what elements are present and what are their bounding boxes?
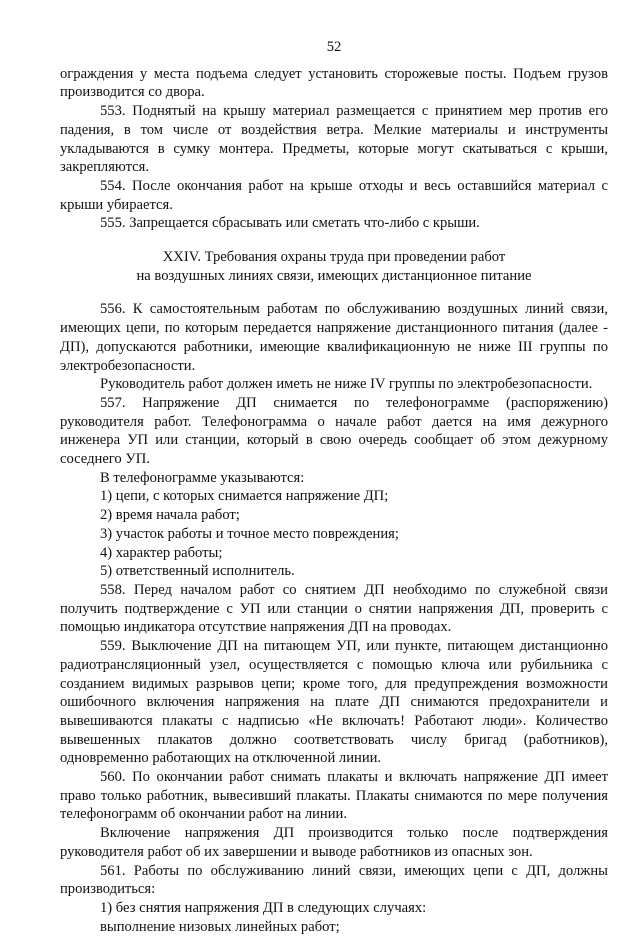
list-item: 1) без снятия напряжения ДП в следующих случаях: [100, 899, 427, 916]
paragraph-557: 557. Напряжение ДП снимается по телефонограмме (распоряжению) руководителя работ. Телефонограмма о начале работ дается на имя дежурного инженера УП или станции, который в свою очередь сообщает об этом дежурному соседнего УП. [60, 394, 608, 468]
paragraph-561: 561. Работы по обслуживанию линий связи, имеющих цепи с ДП, должны производиться: [60, 862, 608, 898]
paragraph-560: 560. По окончании работ снимать плакаты и включать напряжение ДП имеет право только работник, вывесивший плакаты. Плакаты снимаются по мере получения телефонограмм об окончании работ на линии. [60, 769, 608, 823]
list-item: 5) ответственный исполнитель. [100, 563, 295, 580]
section-heading-line-2: на воздушных линиях связи, имеющих дистанционное питание [136, 267, 532, 284]
paragraph-559: 559. Выключение ДП на питающем УП, или пункте, питающем дистанционно радиотрансляционный узел, осуществляется с помощью ключа или рубильника с созданием видимых разрывов цепи; кроме того, для предупреждения возможности ошибочного включения напряжения на плате ДП снимаются предохранители и вывешиваются плакаты с надписью «Не включать! Работают люди». Количество вывешенных плакатов должно соответствовать числу бригад (работников), одновременно работающих на отключенной линии. [60, 638, 608, 767]
list-item: 1) цепи, с которых снимается напряжение ДП; [100, 488, 389, 505]
paragraph-553: 553. Поднятый на крышу материал размещается с принятием мер против его падения, в том числе от воздействия ветра. Мелкие материалы и инструменты укладываются в сумку монтера. Предметы, которые могут скатываться с крыши, закрепляются. [60, 103, 608, 176]
document-page [60, 38, 608, 936]
list-item: 2) время начала работ; [100, 507, 240, 524]
list-item: 3) участок работы и точное место повреждения; [100, 525, 399, 542]
page-number: 52 [326, 39, 342, 55]
paragraph-557-intro: В телефонограмме указываются: [100, 469, 305, 486]
list-item: выполнение низовых линейных работ; [100, 918, 340, 935]
paragraph-560-restore: Включение напряжения ДП производится только после подтверждения руководителя работ об их завершении и выводе работников из опасных зон. [60, 825, 608, 860]
paragraph-558: 558. Перед началом работ со снятием ДП необходимо по служебной связи получить подтверждение с УП или станции о снятии напряжения ДП, проверить с помощью индикатора отсутствие напряжения ДП на проводах. [60, 581, 608, 636]
section-heading-line-1: XXIV. Требования охраны труда при проведении работ [162, 249, 506, 266]
section-heading [60, 248, 608, 285]
paragraph-continuation: ограждения у места подъема следует установить сторожевые посты. Подъем грузов производится со двора. [60, 65, 608, 101]
paragraph-554: 554. После окончания работ на крыше отходы и весь оставшийся материал с крыши убирается. [60, 177, 608, 213]
paragraph-555: 555. Запрещается сбрасывать или сметать что-либо с крыши. [100, 215, 480, 232]
paragraph-556: 556. К самостоятельным работам по обслуживанию воздушных линий связи, имеющих цепи, по которым передается напряжение дистанционного питания (далее - ДП), допускаются работники, имеющие квалификационную не ниже III группы по электробезопасности. [60, 301, 608, 374]
paragraph-556-supervisor: Руководитель работ должен иметь не ниже IV группы по электробезопасности. [100, 376, 593, 393]
list-item: 4) характер работы; [100, 544, 223, 561]
